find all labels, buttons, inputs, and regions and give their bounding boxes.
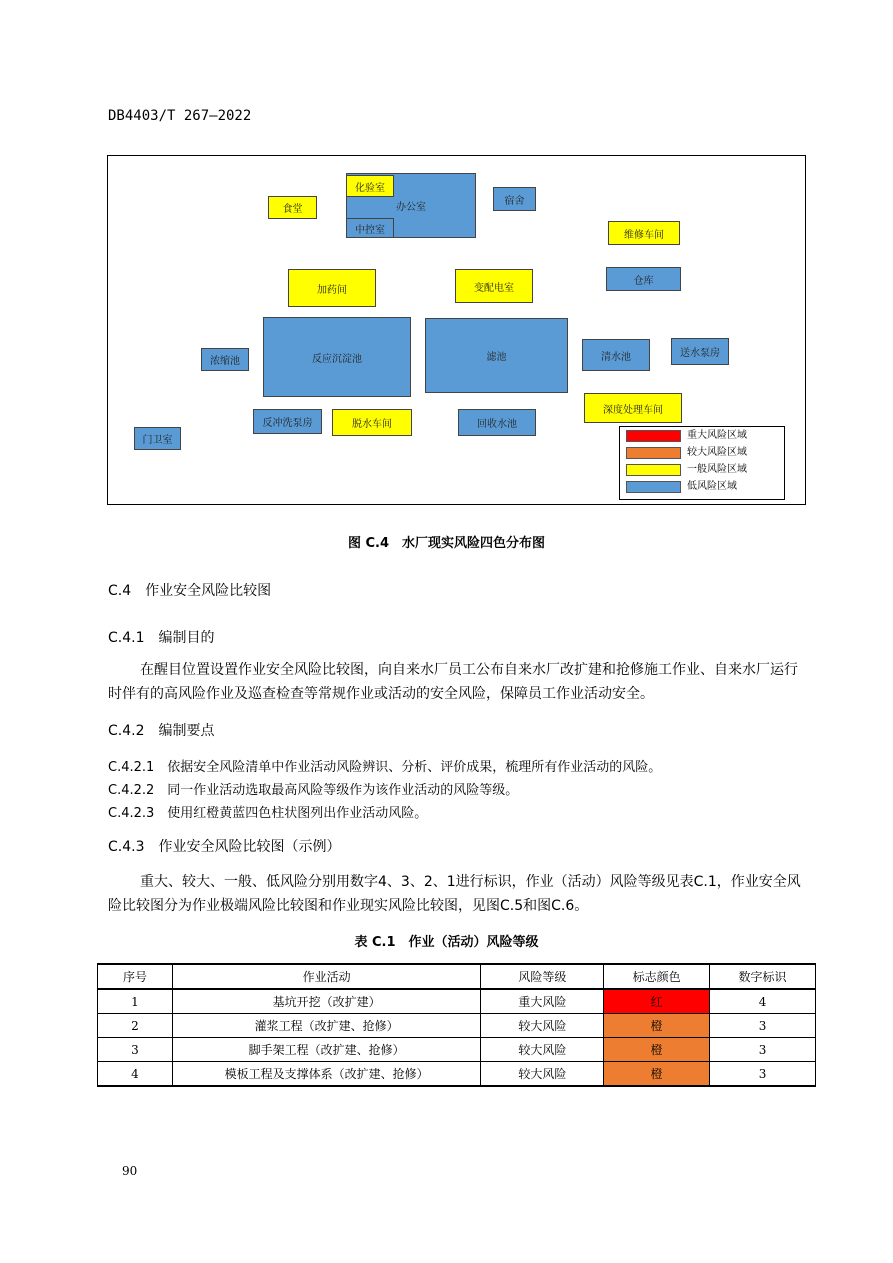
room-repair — [608, 221, 680, 245]
table-cell: 模板工程及支撑体系（改扩建、抢修） — [172, 1062, 481, 1087]
legend-item — [626, 480, 786, 494]
room-label: 仓库 — [633, 275, 654, 287]
table-cell: 重大风险 — [481, 989, 604, 1014]
table-caption: 表 C.1 作业（活动）风险等级 — [354, 935, 539, 950]
risk-level-table — [97, 963, 816, 1087]
room-recovery — [458, 409, 536, 436]
room-label: 反冲洗泵房 — [262, 418, 313, 429]
table-cell: 1 — [98, 989, 173, 1014]
room-dosing — [288, 269, 376, 307]
section-title: C.4 作业安全风险比较图 — [108, 583, 272, 599]
clause-item: C.4.2.2 同一作业活动选取最高风险等级作为该作业活动的风险等级。 — [108, 783, 519, 798]
table-row — [98, 1062, 816, 1087]
legend-swatch — [626, 430, 681, 442]
room-label: 化验室 — [355, 182, 385, 194]
table-cell: 灌浆工程（改扩建、抢修） — [172, 1014, 481, 1038]
subsection-title: C.4.3 作业安全风险比较图（示例） — [108, 839, 341, 855]
table-cell: 3 — [710, 1062, 816, 1087]
table-header: 作业活动 — [172, 964, 481, 989]
room-label: 变配电室 — [474, 282, 514, 294]
room-substation — [455, 269, 533, 303]
room-label: 浓缩池 — [210, 356, 240, 367]
room-label: 深度处理车间 — [603, 404, 663, 416]
table-cell: 3 — [710, 1014, 816, 1038]
legend-label: 一般风险区域 — [687, 464, 747, 475]
room-dorm — [493, 187, 536, 211]
table-cell: 2 — [98, 1014, 173, 1038]
room-canteen — [268, 196, 317, 219]
table-cell: 较大风险 — [481, 1014, 604, 1038]
room-sludge-tank — [201, 348, 249, 371]
room-label: 反应沉淀池 — [312, 353, 362, 365]
clause-item: C.4.2.3 使用红橙黄蓝四色柱状图列出作业活动风险。 — [108, 806, 428, 821]
legend-swatch — [626, 481, 681, 493]
room-label: 维修车间 — [624, 229, 664, 241]
table-header: 数字标识 — [710, 964, 816, 989]
room-label: 送水泵房 — [680, 348, 720, 359]
room-guard — [134, 427, 181, 450]
table-header: 序号 — [98, 964, 173, 989]
table-cell: 脚手架工程（改扩建、抢修） — [172, 1038, 481, 1062]
legend-swatch — [626, 447, 681, 459]
table-cell: 3 — [98, 1038, 173, 1062]
room-label: 食堂 — [282, 204, 303, 215]
room-control — [346, 218, 394, 238]
subsection-title: C.4.1 编制目的 — [108, 630, 215, 646]
legend-label: 低风险区域 — [687, 481, 737, 492]
room-label: 中控室 — [355, 224, 385, 236]
clause-item: C.4.2.1 依据安全风险清单中作业活动风险辨识、分析、评价成果，梳理所有作业活动的风险。 — [108, 760, 662, 775]
legend-swatch — [626, 464, 681, 476]
room-lab — [346, 175, 394, 197]
room-label: 门卫室 — [142, 435, 173, 446]
table-header: 风险等级 — [481, 964, 604, 989]
figure-caption: 图 C.4 水厂现实风险四色分布图 — [347, 536, 546, 551]
table-cell: 4 — [98, 1062, 173, 1087]
room-label: 清水池 — [601, 351, 631, 363]
table-cell: 较大风险 — [481, 1038, 604, 1062]
room-reaction-tank — [263, 317, 411, 397]
room-filter-tank — [425, 318, 568, 393]
room-backwash — [253, 409, 322, 434]
room-label: 脱水车间 — [352, 419, 392, 430]
color-cell: 橙 — [604, 1038, 710, 1062]
room-clear-water — [582, 339, 650, 371]
room-deep-treatment — [584, 393, 682, 423]
legend-item — [626, 446, 786, 460]
table-cell: 3 — [710, 1038, 816, 1062]
table-row — [98, 1038, 816, 1062]
legend-label: 重大风险区域 — [687, 430, 747, 441]
table-cell: 较大风险 — [481, 1062, 604, 1087]
table-cell: 基坑开挖（改扩建） — [172, 989, 481, 1014]
table-row — [98, 989, 816, 1014]
table-cell: 4 — [710, 989, 816, 1014]
color-cell: 橙 — [604, 1014, 710, 1038]
table-header: 标志颜色 — [604, 964, 710, 989]
paragraph: 重大、较大、一般、低风险分别用数字4、3、2、1进行标识，作业（活动）风险等级见表C.1，作业安全风险比较图分为作业极端风险比较图和作业现实风险比较图，见图C.5和图C.6。 — [108, 874, 801, 914]
legend-item — [626, 429, 786, 443]
room-pump-house — [671, 338, 729, 365]
room-label: 宿舍 — [504, 195, 525, 207]
subsection-title: C.4.2 编制要点 — [108, 723, 215, 739]
room-label: 回收水池 — [477, 419, 517, 430]
page-number: 90 — [122, 1164, 138, 1178]
table-row — [98, 1014, 816, 1038]
standard-code: DB4403/T 267—2022 — [108, 108, 252, 124]
room-warehouse — [606, 267, 681, 291]
room-label: 办公室 — [396, 202, 426, 213]
color-cell: 红 — [604, 989, 710, 1014]
table-header-row — [98, 964, 816, 989]
color-cell: 橙 — [604, 1062, 710, 1087]
room-label: 滤池 — [486, 352, 507, 363]
legend-item — [626, 463, 786, 477]
room-dewatering — [332, 409, 412, 436]
room-label: 加药间 — [317, 284, 347, 296]
figure-legend — [619, 426, 785, 500]
risk-distribution-figure — [107, 155, 806, 505]
legend-label: 较大风险区域 — [687, 447, 747, 458]
paragraph: 在醒目位置设置作业安全风险比较图，向自来水厂员工公布自来水厂改扩建和抢修施工作业、自来水厂运行时伴有的高风险作业及巡查检查等常规作业或活动的安全风险，保障员工作业活动安全。 — [108, 662, 798, 702]
